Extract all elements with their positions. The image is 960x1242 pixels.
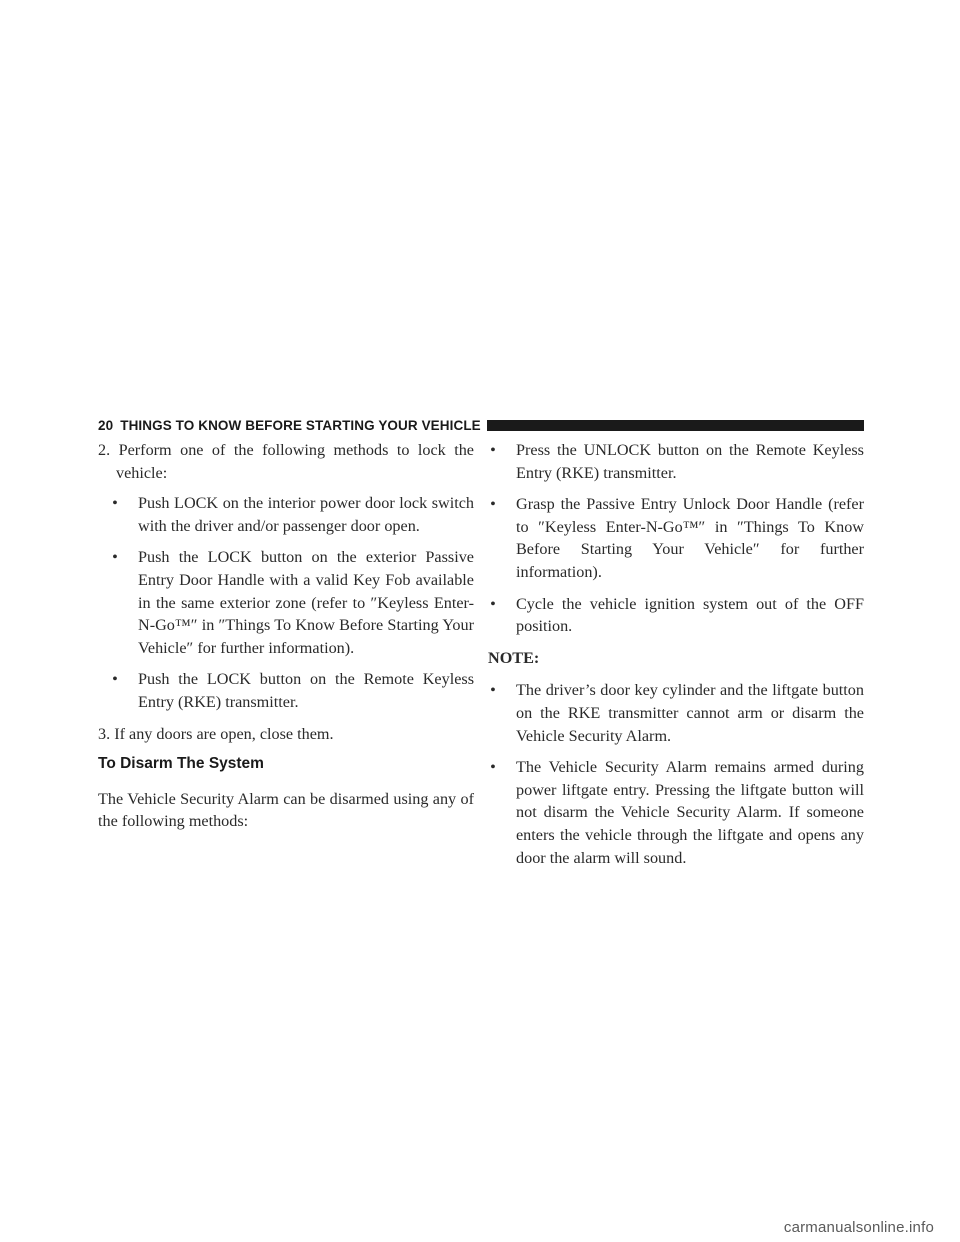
bullet-icon: • [490, 681, 496, 700]
right-column [488, 439, 864, 878]
bullet-icon: • [490, 495, 496, 514]
page-header [98, 417, 864, 433]
step-2: 2. Perform one of the following methods to lock the vehicle: [98, 441, 474, 482]
lock-method-item [110, 492, 474, 537]
note-text: The Vehicle Security Alarm remains armed during power liftgate entry. Pressing the liftgate button will not disarm the Vehicle Security Alarm. If someone enters the vehicle through the liftgate and opens any door the alarm will sound. [516, 758, 864, 867]
note-item [488, 679, 864, 747]
header-rule [487, 420, 864, 431]
left-column [98, 439, 474, 833]
disarm-method-item [488, 593, 864, 638]
note-item [488, 756, 864, 869]
bullet-icon: • [112, 494, 118, 513]
note-text: The driver’s door key cylinder and the liftgate button on the RKE transmitter cannot arm or disarm the Vehicle Security Alarm. [516, 681, 864, 745]
chapter-title: THINGS TO KNOW BEFORE STARTING YOUR VEHICLE [120, 417, 481, 433]
bullet-icon: • [112, 548, 118, 567]
step-3: 3. If any doors are open, close them. [98, 724, 334, 743]
disarm-method-text: Press the UNLOCK button on the Remote Keyless Entry (RKE) transmitter. [516, 441, 864, 482]
bullet-icon: • [490, 594, 496, 613]
note-label: NOTE: [488, 648, 540, 667]
lock-method-item [110, 546, 474, 659]
lock-method-item [110, 668, 474, 713]
lock-method-text: Push the LOCK button on the Remote Keyless Entry (RKE) transmitter. [138, 670, 474, 711]
disarm-method-text: Grasp the Passive Entry Unlock Door Handle (refer to ″Keyless Enter-N-Go™″ in ″Things To Know Before Starting Your Vehicle″ for further information). [516, 495, 864, 581]
section-title: To Disarm The System [98, 755, 264, 773]
footer-watermark: carmanualsonline.info [783, 1219, 934, 1236]
lock-method-text: Push LOCK on the interior power door lock switch with the driver and/or passenger door open. [138, 494, 474, 535]
lock-method-text: Push the LOCK button on the exterior Passive Entry Door Handle with a valid Key Fob available in the same exterior zone (refer to ″Keyless Enter-N-Go™″ in ″Things To Know Before Starting Your Vehicle″ for further information). [138, 548, 474, 657]
page-number: 20 [98, 417, 114, 433]
disarm-method-text: Cycle the vehicle ignition system out of the OFF position. [516, 594, 864, 636]
bullet-icon: • [112, 670, 118, 689]
disarm-method-item [488, 493, 864, 583]
bullet-icon: • [490, 758, 496, 777]
disarm-method-item [488, 439, 864, 484]
bullet-icon: • [490, 441, 496, 459]
section-intro: The Vehicle Security Alarm can be disarmed using any of the following methods: [98, 789, 474, 831]
